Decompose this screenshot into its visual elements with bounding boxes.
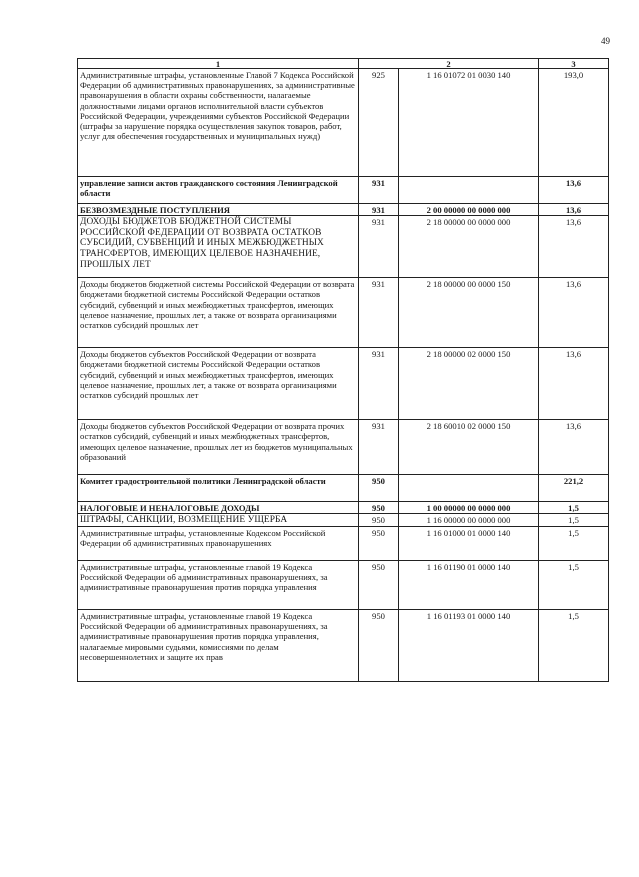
row-budget-code: 2 18 60010 02 0000 150 — [399, 420, 539, 475]
row-admin-code: 931 — [359, 216, 399, 278]
row-amount: 1,5 — [539, 527, 609, 561]
table-row-admin-fines-ch19 — [78, 561, 609, 610]
row-budget-code: 1 16 00000 00 0000 000 — [399, 514, 539, 527]
row-amount: 1,5 — [539, 514, 609, 527]
row-amount: 1,5 — [539, 610, 609, 682]
table-row-admin-fines-ch7 — [78, 69, 609, 177]
row-admin-code: 950 — [359, 514, 399, 527]
row-description: Комитет градостроительной политики Ленинградской области — [78, 475, 359, 502]
row-amount: 1,5 — [539, 502, 609, 514]
table-row-gratuitous-receipts — [78, 204, 609, 216]
row-description: БЕЗВОЗМЕЗДНЫЕ ПОСТУПЛЕНИЯ — [78, 204, 359, 216]
row-budget-code: 1 00 00000 00 0000 000 — [399, 502, 539, 514]
table-row-budget-returns-150 — [78, 278, 609, 348]
row-description: Административные штрафы, установленные Главой 7 Кодекса Российской Федерации об административных правонарушениях, за административные правонарушения в области охраны собственности, налагаемые должностными лицами органов исполнительной власти субъектов Российской Федерации, учреждениями субъектов Российской Федерации (штрафы за нарушение порядка осуществления закупок товаров, работ, услуг для обеспечения государственных и муниципальных нужд) — [78, 69, 359, 177]
row-budget-code: 2 18 00000 00 0000 000 — [399, 216, 539, 278]
table-row-urban-committee — [78, 475, 609, 502]
row-admin-code: 931 — [359, 278, 399, 348]
row-budget-code: 1 16 01190 01 0000 140 — [399, 561, 539, 610]
table-row-budget-returns-caps — [78, 216, 609, 278]
row-admin-code: 931 — [359, 177, 399, 204]
row-amount: 13,6 — [539, 216, 609, 278]
row-amount: 13,6 — [539, 420, 609, 475]
row-admin-code: 950 — [359, 561, 399, 610]
table-header-row — [78, 59, 609, 69]
row-description: Доходы бюджетов субъектов Российской Федерации от возврата прочих остатков субсидий, субвенций и иных межбюджетных трансфертов, имеющих целевое назначение, прошлых лет из бюджетов муниципальных образований — [78, 420, 359, 475]
row-description: ШТРАФЫ, САНКЦИИ, ВОЗМЕЩЕНИЕ УЩЕРБА — [78, 514, 359, 527]
row-amount: 13,6 — [539, 278, 609, 348]
row-amount: 1,5 — [539, 561, 609, 610]
table-row-municipal-returns — [78, 420, 609, 475]
row-budget-code — [399, 177, 539, 204]
header-col-2: 2 — [359, 59, 539, 69]
row-budget-code: 1 16 01072 01 0030 140 — [399, 69, 539, 177]
row-amount: 193,0 — [539, 69, 609, 177]
row-budget-code — [399, 475, 539, 502]
table-row-fines-sanctions — [78, 514, 609, 527]
row-description: Административные штрафы, установленные главой 19 Кодекса Российской Федерации об административных правонарушениях, за административные правонарушения против порядка управления — [78, 561, 359, 610]
table-row-subjects-returns — [78, 348, 609, 420]
table-row-admin-fines-ch19-courts — [78, 610, 609, 682]
row-budget-code: 1 16 01193 01 0000 140 — [399, 610, 539, 682]
row-amount: 221,2 — [539, 475, 609, 502]
row-admin-code: 931 — [359, 348, 399, 420]
revenue-table — [77, 58, 609, 682]
row-description: ДОХОДЫ БЮДЖЕТОВ БЮДЖЕТНОЙ СИСТЕМЫ РОССИЙСКОЙ ФЕДЕРАЦИИ ОТ ВОЗВРАТА ОСТАТКОВ СУБСИДИЙ, СУБВЕНЦИЙ И ИНЫХ МЕЖБЮДЖЕТНЫХ ТРАНСФЕРТОВ, ИМЕЮЩИХ ЦЕЛЕВОЕ НАЗНАЧЕНИЕ, ПРОШЛЫХ ЛЕТ — [78, 216, 359, 278]
table-row-tax-nontax — [78, 502, 609, 514]
table-row-admin-fines-code — [78, 527, 609, 561]
header-col-1: 1 — [78, 59, 359, 69]
row-admin-code: 950 — [359, 527, 399, 561]
header-col-3: 3 — [539, 59, 609, 69]
row-description: НАЛОГОВЫЕ И НЕНАЛОГОВЫЕ ДОХОДЫ — [78, 502, 359, 514]
table-row-civil-registry — [78, 177, 609, 204]
row-amount: 13,6 — [539, 177, 609, 204]
row-admin-code: 950 — [359, 475, 399, 502]
row-admin-code: 925 — [359, 69, 399, 177]
row-admin-code: 931 — [359, 204, 399, 216]
row-budget-code: 2 18 00000 02 0000 150 — [399, 348, 539, 420]
row-admin-code: 950 — [359, 610, 399, 682]
row-description: управление записи актов гражданского состояния Ленинградской области — [78, 177, 359, 204]
row-description: Доходы бюджетов субъектов Российской Федерации от возврата бюджетами бюджетной системы Российской Федерации остатков субсидий, субвенций и иных межбюджетных трансфертов, имеющих целевое назначение, прошлых лет, а также от возврата организациями остатков субсидий прошлых лет — [78, 348, 359, 420]
row-amount: 13,6 — [539, 348, 609, 420]
row-budget-code: 1 16 01000 01 0000 140 — [399, 527, 539, 561]
row-admin-code: 950 — [359, 502, 399, 514]
row-amount: 13,6 — [539, 204, 609, 216]
row-description: Административные штрафы, установленные Кодексом Российской Федерации об административных правонарушениях — [78, 527, 359, 561]
page-number: 49 — [601, 36, 610, 46]
row-budget-code: 2 18 00000 00 0000 150 — [399, 278, 539, 348]
row-budget-code: 2 00 00000 00 0000 000 — [399, 204, 539, 216]
row-description: Доходы бюджетов бюджетной системы Российской Федерации от возврата бюджетами бюджетной системы Российской Федерации остатков субсидий, субвенций и иных межбюджетных трансфертов, имеющих целевое назначение, прошлых лет, а также от возврата организациями остатков субсидий прошлых лет — [78, 278, 359, 348]
row-admin-code: 931 — [359, 420, 399, 475]
row-description: Административные штрафы, установленные главой 19 Кодекса Российской Федерации об административных правонарушениях, за административные правонарушения против порядка управления, налагаемые мировыми судьями, комиссиями по делам несовершеннолетних и защите их прав — [78, 610, 359, 682]
